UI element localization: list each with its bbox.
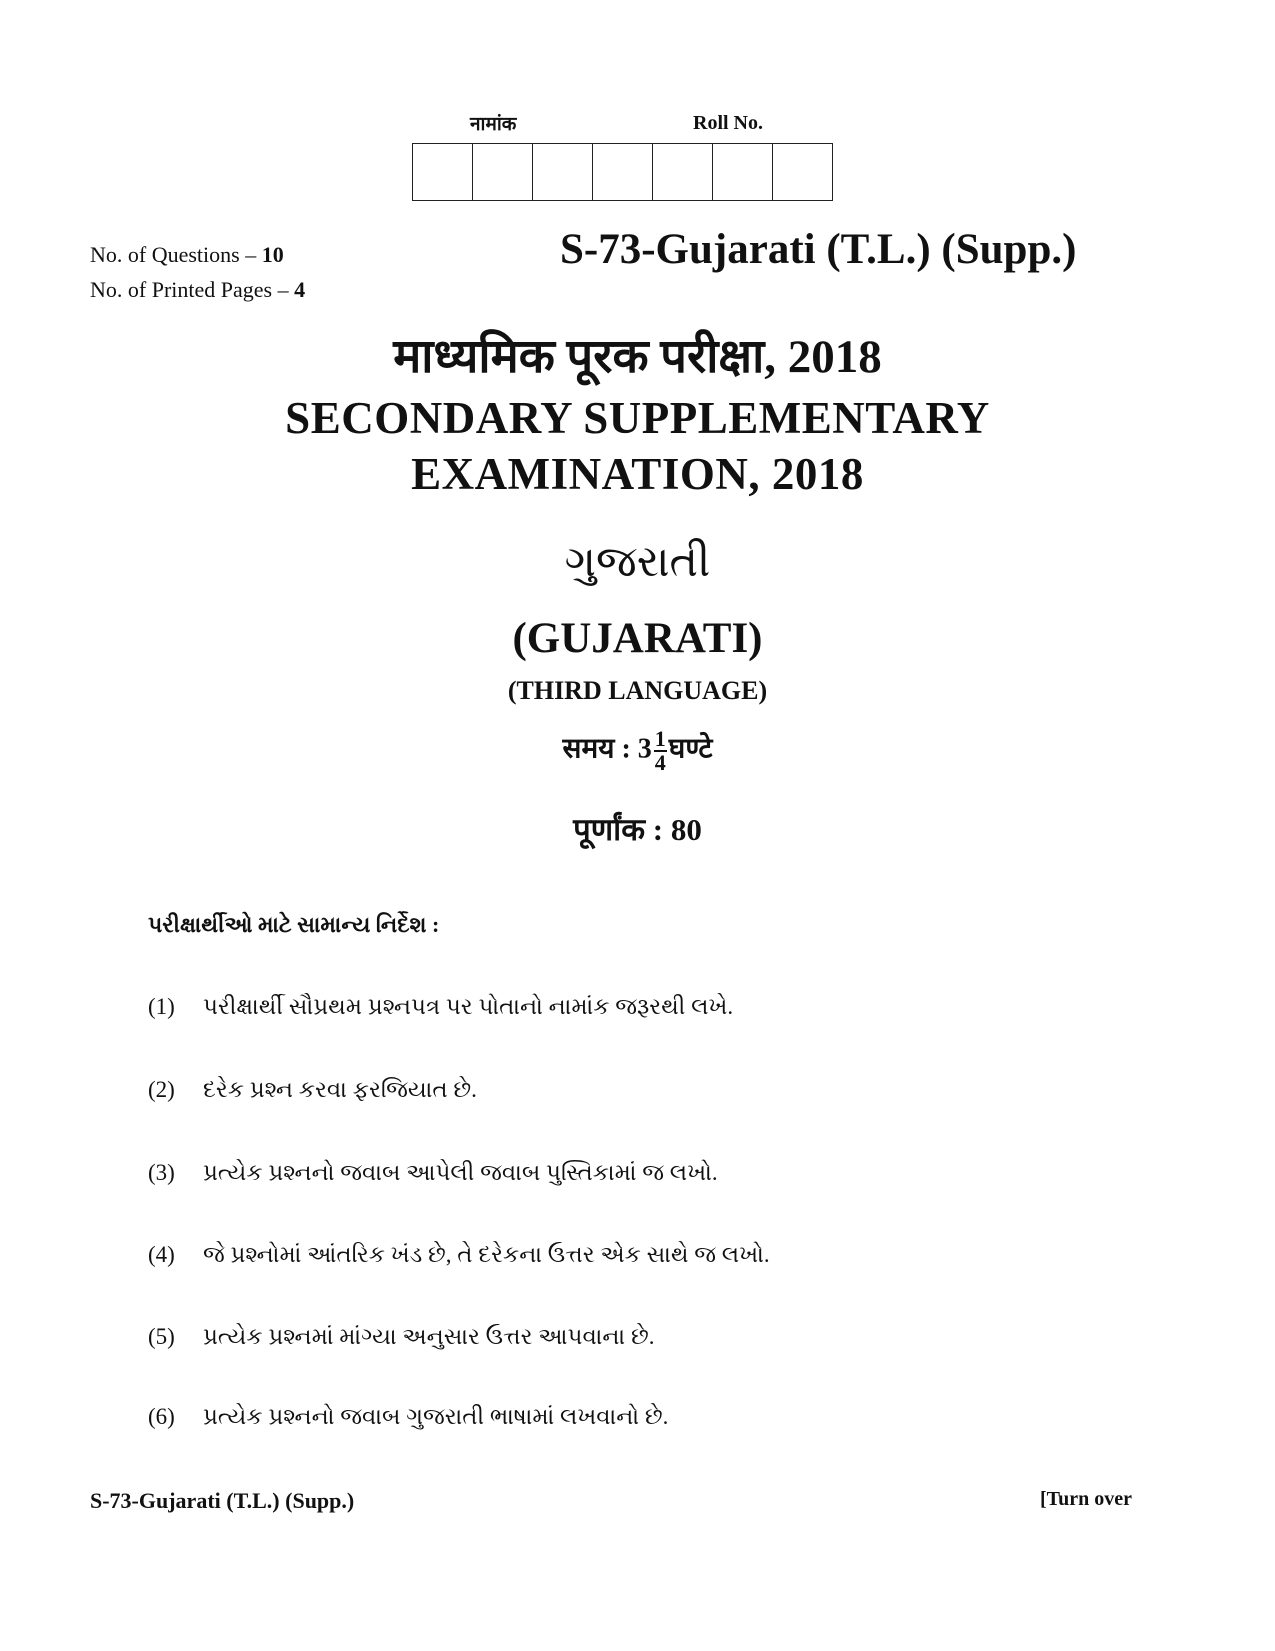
instruction-text: પ્રત્યેક પ્રશ્નનો જવાબ આપેલી જવાબ પુસ્તિકામાં જ લખો. bbox=[203, 1160, 718, 1185]
footer-paper-code: S-73-Gujarati (T.L.) (Supp.) bbox=[90, 1488, 355, 1513]
pages-label: No. of Printed Pages – bbox=[90, 277, 295, 302]
instruction-item bbox=[148, 1324, 654, 1350]
instruction-item bbox=[148, 1404, 668, 1430]
instruction-number: (2) bbox=[148, 1077, 175, 1102]
instruction-text: પરીક્ષાર્થી સૌપ્રથમ પ્રશ્નપત્ર પર પોતાનો નામાંક જરૂરથી લખે. bbox=[203, 994, 734, 1019]
instruction-text: દરેક પ્રશ્ન કરવા ફરજિયાત છે. bbox=[203, 1077, 477, 1102]
instructions-heading: પરીક્ષાર્થીઓ માટે સામાન્ય નિર્દેશ : bbox=[148, 912, 440, 937]
roll-label-hindi: नामांक bbox=[470, 114, 517, 135]
roll-number-boxes bbox=[412, 143, 833, 201]
pages-value: 4 bbox=[294, 277, 306, 302]
time-label: समय : 3 bbox=[562, 733, 652, 765]
time-unit: घण्टे bbox=[668, 733, 713, 765]
instruction-number: (6) bbox=[148, 1404, 175, 1429]
instruction-number: (5) bbox=[148, 1324, 175, 1349]
instruction-number: (1) bbox=[148, 994, 175, 1019]
number-of-questions bbox=[90, 242, 284, 268]
instruction-number: (3) bbox=[148, 1160, 175, 1185]
roll-box[interactable] bbox=[473, 143, 533, 201]
roll-box[interactable] bbox=[653, 143, 713, 201]
paper-code-title: S-73-Gujarati (T.L.) (Supp.) bbox=[560, 226, 1077, 273]
roll-box[interactable] bbox=[713, 143, 773, 201]
time-fraction bbox=[654, 728, 667, 774]
maximum-marks: पूर्णांक : 80 bbox=[573, 812, 702, 847]
subject-english: (GUJARATI) bbox=[512, 615, 763, 662]
questions-value: 10 bbox=[261, 242, 284, 267]
exam-duration bbox=[0, 728, 1275, 774]
instruction-item bbox=[148, 1242, 770, 1268]
roll-box[interactable] bbox=[413, 143, 473, 201]
questions-label: No. of Questions – bbox=[90, 242, 262, 267]
instruction-item bbox=[148, 1160, 718, 1186]
roll-label-english: Roll No. bbox=[693, 112, 763, 134]
roll-box[interactable] bbox=[533, 143, 593, 201]
footer-turn-over: [Turn over bbox=[1040, 1488, 1133, 1510]
roll-box[interactable] bbox=[773, 143, 833, 201]
roll-box[interactable] bbox=[593, 143, 653, 201]
instruction-text: જે પ્રશ્નોમાં આંતરિક ખંડ છે, તે દરેકના ઉત્તર એક સાથે જ લખો. bbox=[203, 1242, 770, 1267]
instruction-text: પ્રત્યેક પ્રશ્નનો જવાબ ગુજરાતી ભાષામાં લખવાનો છે. bbox=[203, 1404, 669, 1429]
instruction-number: (4) bbox=[148, 1242, 175, 1267]
fraction-denominator: 4 bbox=[654, 750, 666, 775]
instruction-item bbox=[148, 994, 733, 1020]
exam-title-english-line2: EXAMINATION, 2018 bbox=[411, 449, 864, 499]
subject-gujarati: ગુજરાતી bbox=[564, 539, 711, 586]
number-of-pages bbox=[90, 277, 305, 303]
subject-language: (THIRD LANGUAGE) bbox=[507, 676, 768, 705]
exam-title-hindi: माध्यमिक पूरक परीक्षा, 2018 bbox=[393, 331, 882, 383]
fraction-numerator: 1 bbox=[654, 726, 666, 751]
exam-title-english-line1: SECONDARY SUPPLEMENTARY bbox=[285, 393, 990, 443]
instruction-text: પ્રત્યેક પ્રશ્નમાં માંગ્યા અનુસાર ઉત્તર આપવાના છે. bbox=[203, 1324, 655, 1349]
instruction-item bbox=[148, 1077, 477, 1103]
